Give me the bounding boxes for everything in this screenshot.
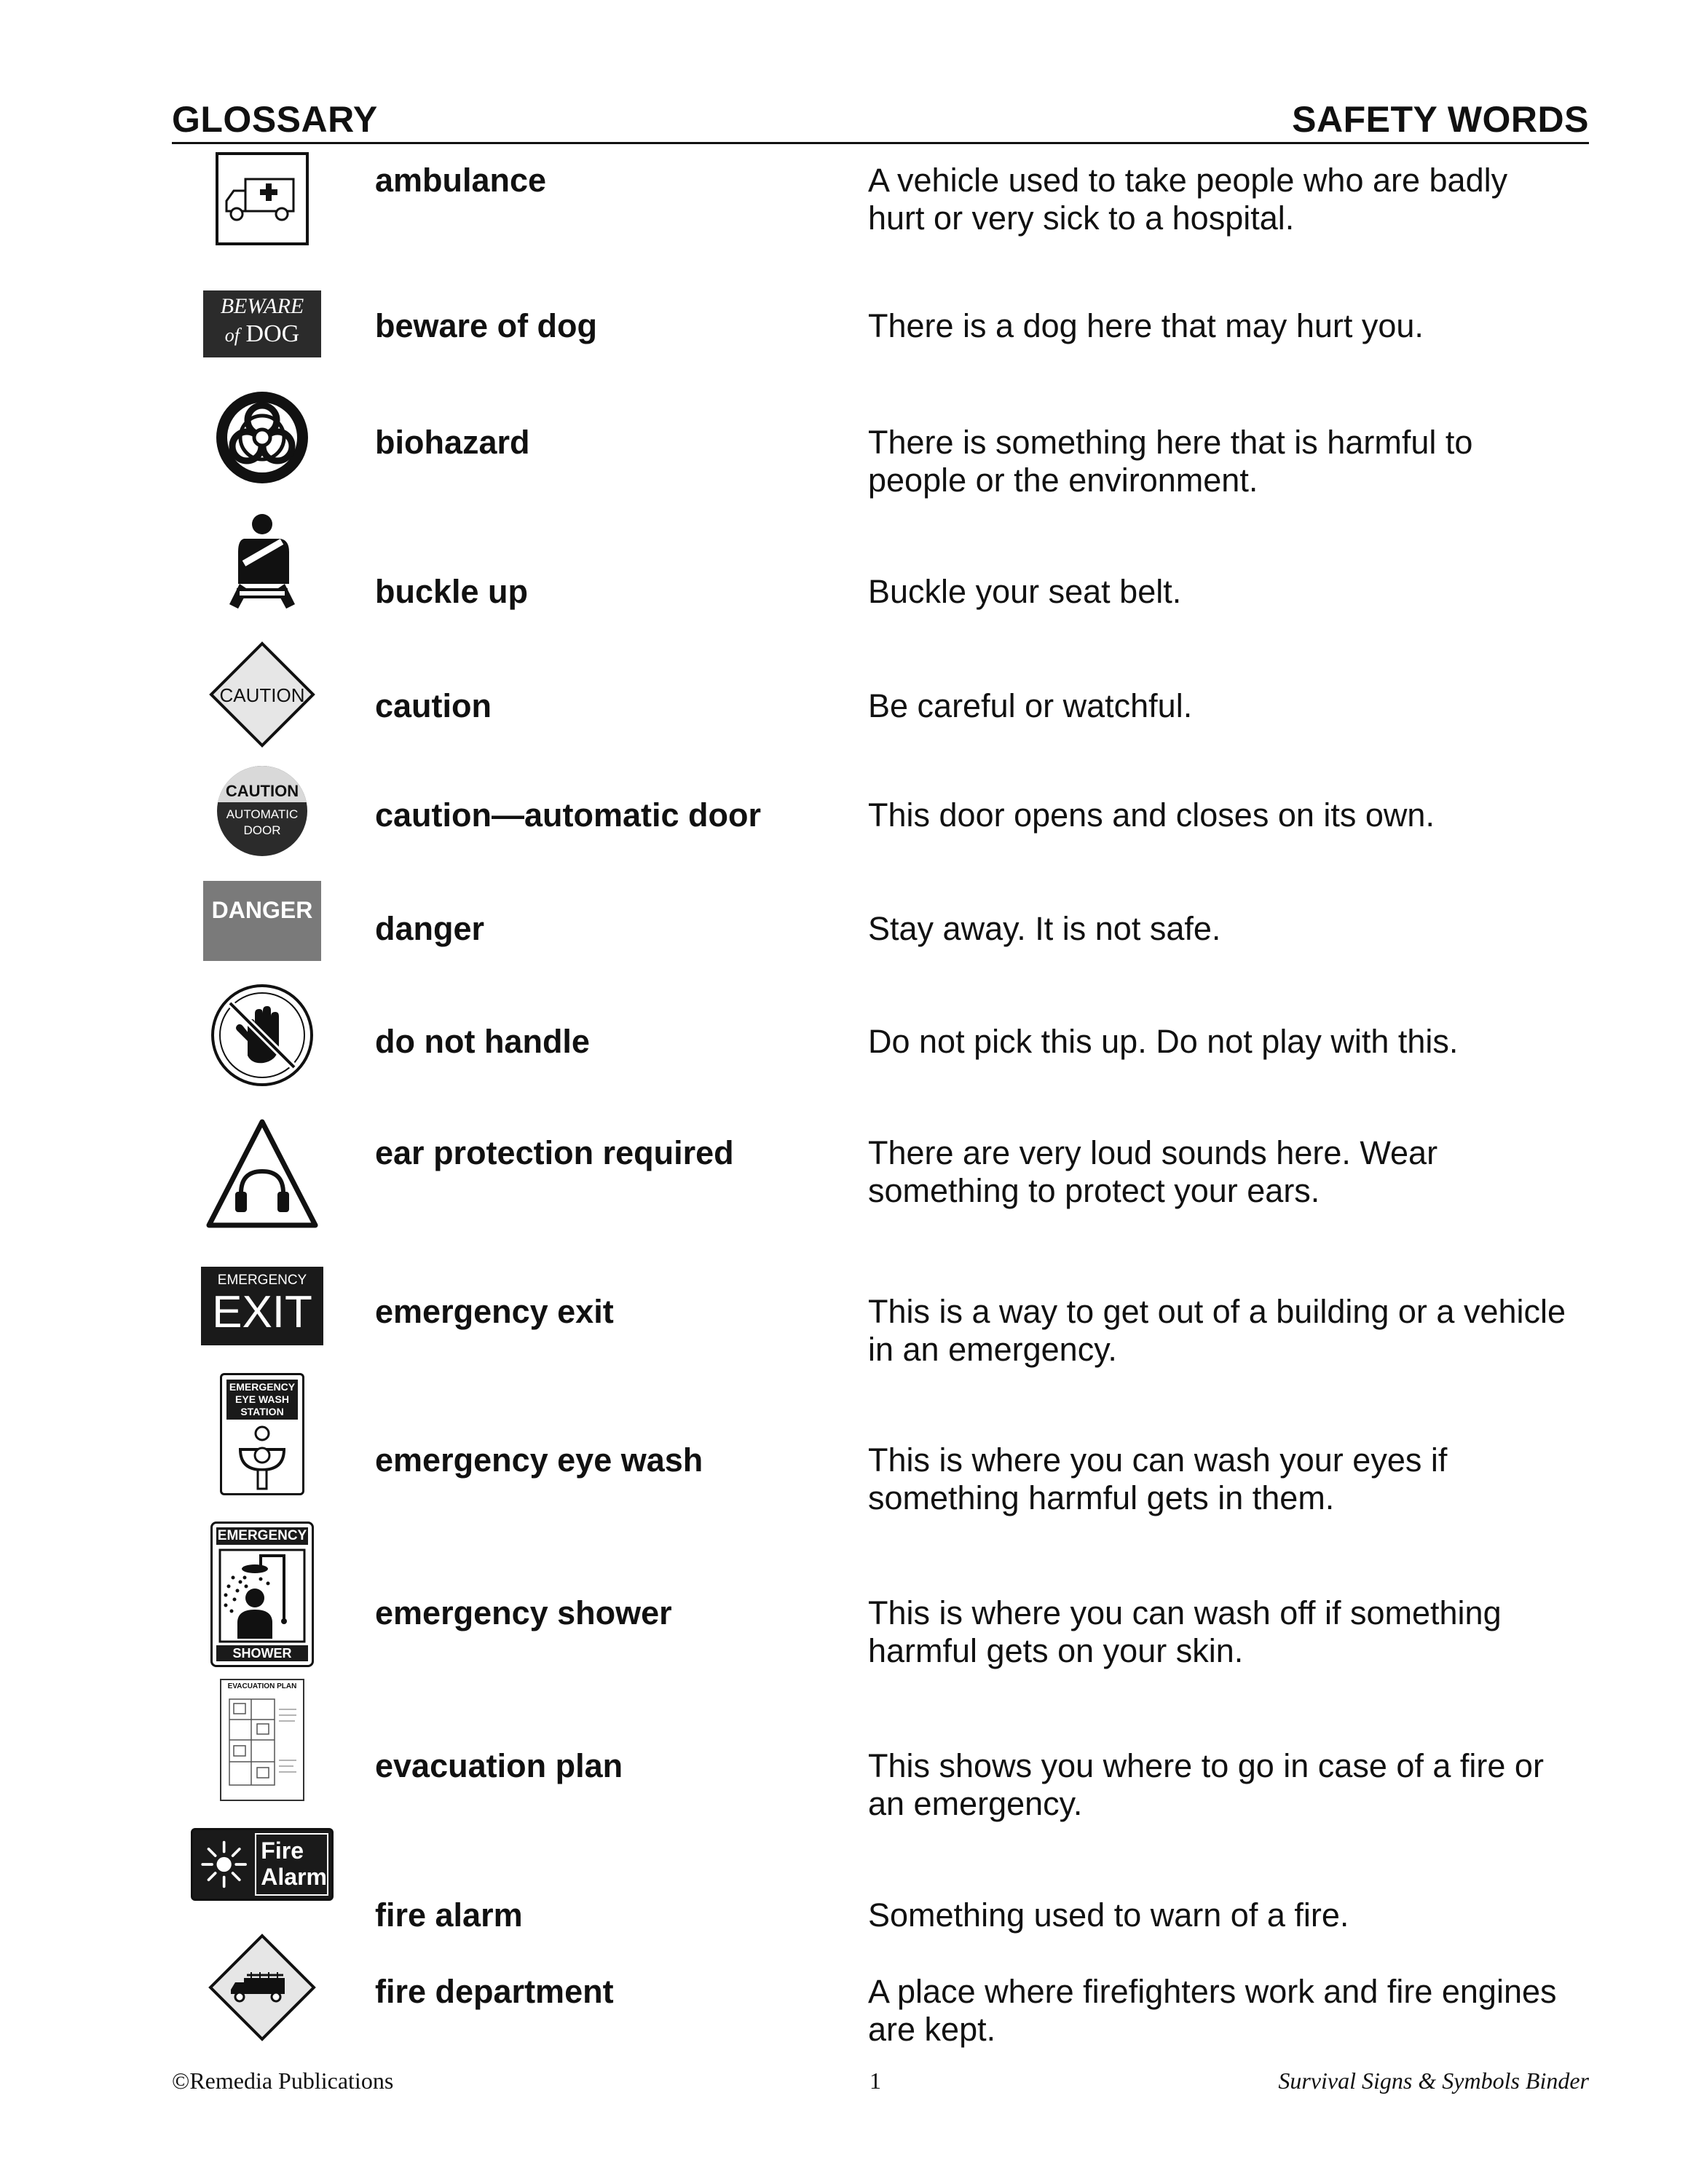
definition: This is where you can wash your eyes if something harmful gets in them. [868, 1441, 1448, 1516]
term: emergency exit [375, 1293, 614, 1330]
term: ear protection required [375, 1134, 734, 1171]
definition: This is where you can wash off if something harmful gets on your skin. [868, 1594, 1502, 1669]
glossary-heading: GLOSSARY [172, 99, 378, 140]
definition: This door opens and closes on its own. [868, 796, 1435, 834]
definition: There is something here that is harmful to people or the environment. [868, 424, 1473, 499]
definition: This is a way to get out of a building or a vehicle in an emergency. [868, 1293, 1566, 1368]
seatbelt-icon [182, 511, 342, 620]
term: caution [375, 687, 492, 724]
svg-text:DOOR: DOOR [243, 823, 281, 837]
term: beware of dog [375, 307, 598, 344]
definition: Something used to warn of a fire. [868, 1896, 1349, 1934]
ear-protection-icon [182, 1117, 342, 1230]
ambulance-icon [182, 149, 342, 248]
page-number: 1 [869, 2068, 881, 2094]
footer-book-title: Survival Signs & Symbols Binder [1278, 2068, 1589, 2094]
term: biohazard [375, 424, 530, 461]
definition: A place where firefighters work and fire engines are kept. [868, 1973, 1557, 2048]
beware-of-dog-sign: BEWARE of DOG [182, 290, 342, 358]
automatic-door-sign [182, 764, 342, 858]
emergency-shower-sign: EMERGENCY SHOWER [182, 1522, 342, 1667]
definition: Stay away. It is not safe. [868, 910, 1221, 947]
evacuation-plan-sign: EVACUATION PLAN [182, 1678, 342, 1802]
fire-truck-icon [182, 1933, 342, 2042]
definition: Do not pick this up. Do not play with this. [868, 1023, 1459, 1060]
term: fire department [375, 1973, 614, 2010]
term: buckle up [375, 573, 529, 610]
term: danger [375, 910, 485, 947]
definition: This shows you where to go in case of a fire or an emergency. [868, 1747, 1544, 1822]
footer-publisher: ©Remedia Publications [172, 2068, 394, 2094]
term: do not handle [375, 1023, 590, 1060]
emergency-exit-sign: EMERGENCY EXIT [182, 1267, 342, 1345]
definition: Buckle your seat belt. [868, 573, 1182, 610]
safety-words-heading: SAFETY WORDS [1292, 99, 1589, 140]
term: emergency eye wash [375, 1441, 703, 1479]
svg-text:CAUTION: CAUTION [225, 782, 299, 800]
page-header [172, 99, 1589, 144]
term: fire alarm [375, 1896, 523, 1934]
no-hand-icon [182, 983, 342, 1088]
definition: There is a dog here that may hurt you. [868, 307, 1424, 344]
caution-diamond-sign [182, 641, 342, 748]
definition: There are very loud sounds here. Wear something to protect your ears. [868, 1134, 1438, 1209]
fire-alarm-sign: Fire Alarm [182, 1827, 342, 1902]
term: evacuation plan [375, 1747, 623, 1784]
definition: Be careful or watchful. [868, 687, 1193, 724]
eye-wash-sign: EMERGENCY EYE WASH STATION [182, 1372, 342, 1496]
svg-text:AUTOMATIC: AUTOMATIC [226, 807, 299, 821]
biohazard-icon [182, 387, 342, 488]
svg-text:CAUTION: CAUTION [219, 684, 305, 706]
term: emergency shower [375, 1594, 672, 1631]
definition: A vehicle used to take people who are badly hurt or very sick to a hospital. [868, 162, 1508, 237]
term: caution—automatic door [375, 796, 762, 834]
term: ambulance [375, 162, 547, 199]
danger-sign: DANGER [182, 881, 342, 961]
